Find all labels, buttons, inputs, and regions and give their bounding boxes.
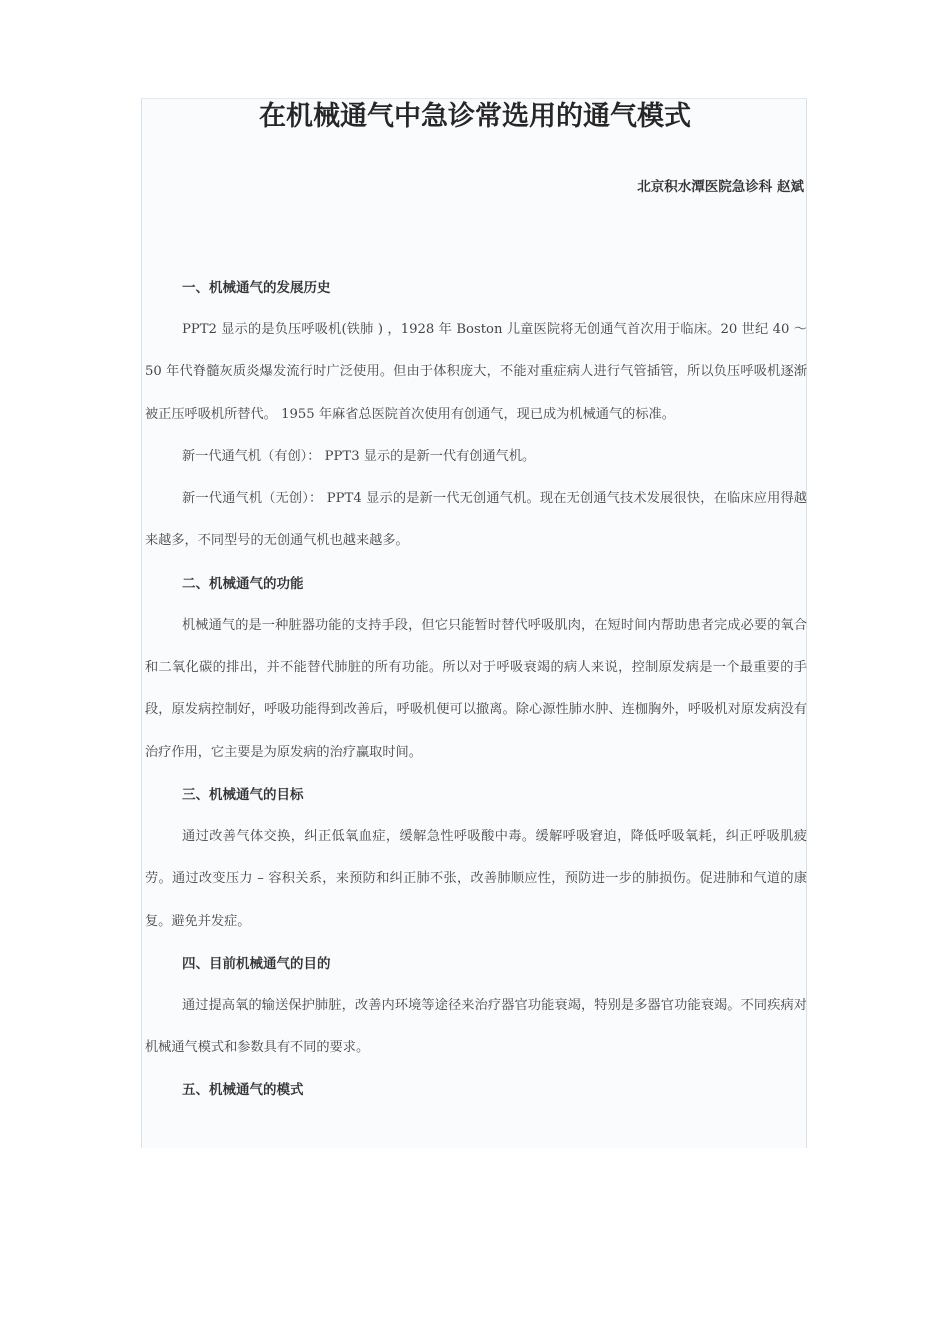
paragraph: 新一代通气机（有创）： PPT3 显示的是新一代有创通气机。 [182,448,536,464]
paragraph: 通过改善气体交换，纠正低氧血症，缓解急性呼吸酸中毒。缓解呼吸窘迫，降低呼吸氧耗，纠正呼吸肌疲劳。通过改变压力 – 容积关系，来预防和纠正肺不张，改善肺顺应性，预防进一步的肺损伤。促进肺和气道的康复。避免并发症。 [145,828,807,929]
paragraph: 新一代通气机（无创）： PPT4 显示的是新一代无创通气机。现在无创通气技术发展很快，在临床应用得越来越多，不同型号的无创通气机也越来越多。 [145,491,807,549]
document-body [145,267,807,1111]
section-heading: 二、机械通气的功能 [182,575,304,592]
document-page [141,98,807,1148]
section-heading: 三、机械通气的目标 [182,786,304,803]
section-heading: 一、机械通气的发展历史 [182,280,331,296]
section-heading: 四、目前机械通气的目的 [182,955,331,972]
paragraph: 通过提高氧的输送保护肺脏，改善内环境等途径来治疗器官功能衰竭，特别是多器官功能衰竭。不同疾病对机械通气模式和参数具有不同的要求。 [145,997,807,1056]
paragraph: PPT2 显示的是负压呼吸机(铁肺 ) ，1928 年 Boston 儿童医院将无创通气首次用于临床。20 世纪 40 ～ 50 年代脊髓灰质炎爆发流行时广泛使用。但由于体积庞大，不能对重症病人进行气管插管，所以负压呼吸机逐渐被正压呼吸机所替代。 1955 年麻省总医院首次使用有创通气，现已成为机械通气的标准。 [145,322,807,422]
section-heading: 五、机械通气的模式 [182,1082,304,1099]
paragraph: 机械通气的是一种脏器功能的支持手段，但它只能暂时替代呼吸肌肉，在短时间内帮助患者完成必要的氧合和二氧化碳的排出，并不能替代肺脏的所有功能。所以对于呼吸衰竭的病人来说，控制原发病是一个最重要的手段，原发病控制好，呼吸功能得到改善后，呼吸机便可以撤离。除心源性肺水肿、连枷胸外，呼吸机对原发病没有治疗作用，它主要是为原发病的治疗赢取时间。 [145,617,807,760]
author-byline: 北京积水潭医院急诊科 赵斌 [637,179,804,195]
page-title: 在机械通气中急诊常选用的通气模式 [259,101,691,132]
